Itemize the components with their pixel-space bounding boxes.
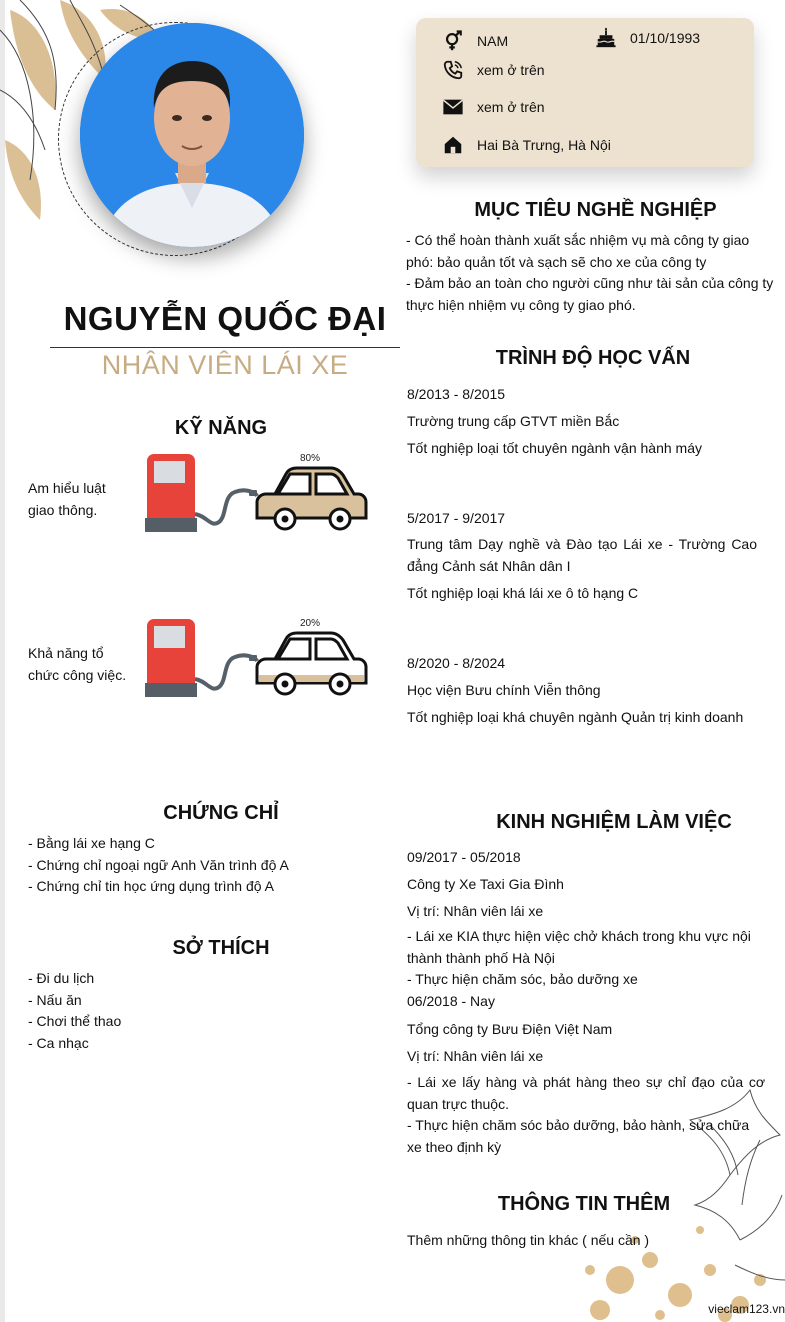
education-school-line: Trung tâm Dạy nghề và Đào tạo Lái xe - Trường Cao xyxy=(407,536,757,552)
certificates-list xyxy=(28,833,368,898)
hobby-item: - Ca nhạc xyxy=(28,1034,89,1051)
address-value: Hai Bà Trưng, Hà Nội xyxy=(477,137,611,153)
education-result: Tốt nghiệp loại tốt chuyên ngành vận hành máy xyxy=(407,440,702,456)
job-line: thành thành phố Hà Nội xyxy=(407,949,555,966)
gender-row xyxy=(442,30,508,52)
hobbies-list xyxy=(28,968,368,1054)
job-description xyxy=(407,926,767,1012)
skill-label-line: Khả năng tổ xyxy=(28,645,104,661)
birthday-cake-icon xyxy=(595,27,617,49)
skill-label-line: chức công việc. xyxy=(28,667,127,683)
education-result: Tốt nghiệp loại khá lái xe ô tô hạng C xyxy=(407,585,639,601)
hobbies-title: SỞ THÍCH xyxy=(172,937,270,959)
skill-label xyxy=(28,642,126,686)
objective-line: phó: bảo quản tốt và sạch sẽ cho xe của công ty xyxy=(406,253,707,270)
education-title: TRÌNH ĐỘ HỌC VẤN xyxy=(495,347,691,369)
education-school xyxy=(407,534,757,577)
job-period: 09/2017 - 05/2018 xyxy=(407,849,521,865)
email-row xyxy=(442,96,545,118)
gender-icon xyxy=(442,30,464,52)
job-period: 06/2018 - Nay xyxy=(407,992,495,1009)
skills-title: KỸ NĂNG xyxy=(174,417,268,439)
home-icon xyxy=(442,134,464,156)
birthdate-value: 01/10/1993 xyxy=(630,30,701,46)
email-value: xem ở trên xyxy=(477,99,545,115)
skill-label xyxy=(28,477,106,521)
candidate-name: NGUYỄN QUỐC ĐẠI xyxy=(63,300,387,337)
job-position: Vị trí: Nhân viên lái xe xyxy=(407,1048,544,1064)
certificates-title: CHỨNG CHỈ xyxy=(163,802,279,824)
job-line: - Lái xe KIA thực hiện việc chở khách trong khu vực nội xyxy=(407,928,751,944)
phone-row xyxy=(442,59,545,81)
job-company: Tổng công ty Bưu Điện Việt Nam xyxy=(407,1021,613,1037)
avatar xyxy=(80,23,304,247)
certificate-item: - Chứng chỉ ngoại ngữ Anh Văn trình độ A xyxy=(28,856,289,873)
contact-card xyxy=(416,18,754,167)
phone-value: xem ở trên xyxy=(477,62,545,78)
education-school: Học viện Bưu chính Viễn thông xyxy=(407,682,601,698)
certificate-item: - Chứng chỉ tin học ứng dụng trình độ A xyxy=(28,878,275,894)
experience-title: KINH NGHIỆM LÀM VIỆC xyxy=(496,811,732,833)
objective-line: - Đảm bảo an toàn cho người cũng như tài sản của công ty xyxy=(406,275,774,291)
job-line: quan trực thuộc. xyxy=(407,1095,509,1112)
address-row xyxy=(442,134,611,156)
certificate-item: - Bằng lái xe hạng C xyxy=(28,835,155,851)
objective-title: MỤC TIÊU NGHỀ NGHIỆP xyxy=(474,199,717,221)
job-line: - Thực hiện chăm sóc, bảo dưỡng xe xyxy=(407,971,638,987)
education-school: Trường trung cấp GTVT miền Bắc xyxy=(407,413,620,429)
extra-text: Thêm những thông tin khác ( nếu cần ) xyxy=(407,1232,650,1248)
skill-meter-fuel-car-icon xyxy=(145,452,370,534)
person-photo-icon xyxy=(80,23,304,247)
job-description xyxy=(407,1072,765,1158)
brand-footer: vieclam123.vn xyxy=(708,1302,785,1316)
skill-label-line: Am hiểu luật xyxy=(28,480,106,496)
education-period: 8/2020 - 8/2024 xyxy=(407,655,506,671)
job-position: Vị trí: Nhân viên lái xe xyxy=(407,903,544,919)
skill-percent: 20% xyxy=(300,618,321,629)
phone-icon xyxy=(442,59,464,81)
skill-label-line: giao thông. xyxy=(28,502,98,518)
hobby-item: - Chơi thể thao xyxy=(28,1013,122,1029)
extra-title: THÔNG TIN THÊM xyxy=(497,1193,671,1215)
hobby-item: - Nấu ăn xyxy=(28,991,82,1008)
education-school-line: đẳng Cảnh sát Nhân dân I xyxy=(407,557,571,574)
job-line: xe theo định kỳ xyxy=(407,1138,502,1155)
hobby-item: - Đi du lịch xyxy=(28,970,95,986)
skill-percent: 80% xyxy=(300,453,321,464)
objective-line: thực hiện nhiệm vụ công ty giao phó. xyxy=(406,296,636,313)
candidate-role: NHÂN VIÊN LÁI XE xyxy=(101,350,349,380)
objective-text xyxy=(406,230,785,316)
skill-meter-fuel-car-icon xyxy=(145,617,370,699)
birthdate-row xyxy=(595,27,700,49)
education-result: Tốt nghiệp loại khá chuyên ngành Quản trị kinh doanh xyxy=(407,709,744,725)
job-line: - Lái xe lấy hàng và phát hàng theo sự chỉ đạo của cơ xyxy=(407,1074,765,1090)
gender-value: NAM xyxy=(477,33,509,49)
education-period: 8/2013 - 8/2015 xyxy=(407,386,506,402)
name-divider xyxy=(50,347,400,348)
envelope-icon xyxy=(442,96,464,118)
education-period: 5/2017 - 9/2017 xyxy=(407,510,506,526)
objective-line: - Có thể hoàn thành xuất sắc nhiệm vụ mà công ty giao xyxy=(406,232,750,248)
job-company: Công ty Xe Taxi Gia Đình xyxy=(407,876,564,892)
job-line: - Thực hiện chăm sóc bảo dưỡng, bảo hành, sửa chữa xyxy=(407,1117,750,1133)
